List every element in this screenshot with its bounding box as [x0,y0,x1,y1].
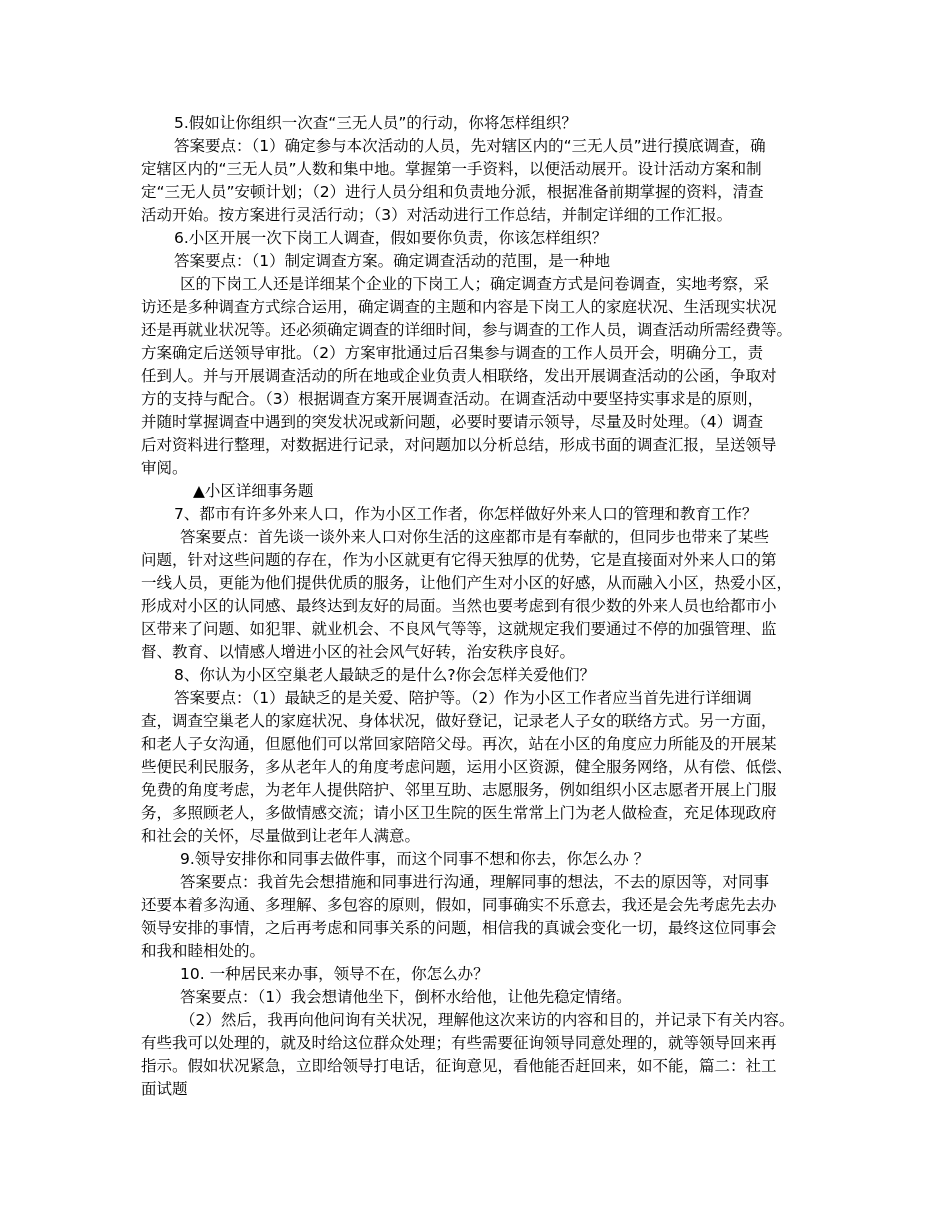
answer-7-line-5: 区带来了问题、如犯罪、就业机会、不良风气等等，这就规定我们要通过不停的加强管理、监 [141,620,777,638]
answer-7-line-6: 督、教育、以情感人增进小区的社会风气好转，治安秩序良好。 [141,643,576,661]
answer-8-line-6: 务，多照顾老人，多做情感交流；请小区卫生院的医生常常上门为老人做检查，充足体现政府 [141,804,777,822]
question-10: 10. 一种居民来办事，领导不在，你怎么办？ [180,965,489,983]
answer-6-line-2: 区的下岗工人还是详细某个企业的下岗工人；确定调查方式是问卷调查，实地考察，采 [180,275,770,293]
answer-8-line-4: 些便民利民服务，多从老年人的角度考虑问题，运用小区资源，健全服务网络，从有偿、低偿、 [141,758,793,776]
answer-8-line-2: 查，调查空巢老人的家庭状况、身体状况，做好登记，记录老人子女的联络方式。另一方面， [141,712,777,730]
question-9: 9.领导安排你和同事去做件事，而这个同事不想和你去，你怎么办 ？ [180,850,650,868]
answer-5-line-3: 定“三无人员”安顿计划；（2）进行人员分组和负责地分派，根据准备前期掌握的资料，清查 [141,183,764,201]
answer-8-line-7: 和社会的关怀，尽量做到让老年人满意。 [141,827,421,845]
question-6: 6.小区开展一次下岗工人调查，假如要你负责，你该怎样组织？ [174,229,608,247]
answer-7-line-4: 形成对小区的认同感、最终达到友好的局面。当然也要考虑到有很少数的外来人员也给都市小 [141,597,777,615]
answer-8-line-1: 答案要点：（1）最缺乏的是关爱、陪护等。（2）作为小区工作者应当首先进行详细调 [174,689,752,707]
answer-6-line-7: 方的支持与配合。（3）根据调查方案开展调查活动。在调查活动中要坚持实事求是的原则， [141,390,764,408]
answer-7-line-2: 问题，针对这些问题的存在，作为小区就更有它得天独厚的优势，它是直接面对外来人口的第 [141,551,777,569]
answer-10-line-2: （2）然后，我再向他问询有关状况，理解他这次来访的内容和目的，并记录下有关内容。 [180,1011,795,1029]
answer-5-line-2: 定辖区内的“三无人员”人数和集中地。掌握第一手资料，以便活动展开。设计活动方案和制 [141,160,762,178]
answer-6-line-1: 答案要点：（1）制定调查方案。确定调查活动的范围，是一种地 [174,252,611,270]
answer-10-line-4: 指示。假如状况紧急，立即给领导打电话，征询意见，看他能否赶回来，如不能，篇二：社工 [141,1057,777,1075]
question-8: 8、你认为小区空巢老人最缺乏的是什么?你会怎样关爱他们？ [174,666,596,684]
answer-5-line-1: 答案要点：（1）确定参与本次活动的人员，先对辖区内的“三无人员”进行摸底调查，确 [174,137,766,155]
question-5: 5.假如让你组织一次查“三无人员”的行动，你将怎样组织？ [174,114,577,132]
answer-9-line-2: 还要本着多沟通、多理解、多包容的原则，假如，同事确实不乐意去，我还是会先考虑先去办 [141,896,777,914]
answer-9-line-1: 答案要点：我首先会想措施和同事进行沟通，理解同事的想法，不去的原因等，对同事 [180,873,770,891]
answer-7-line-1: 答案要点：首先谈一谈外来人口对你生活的这座都市是有奉献的，但同步也带来了某些 [180,528,770,546]
section-heading: ▲小区详细事务题 [193,482,314,500]
question-7: 7、都市有许多外来人口，作为小区工作者，你怎样做好外来人口的管理和教育工作？ [174,505,758,523]
answer-10-line-5: 面试题 [141,1080,188,1098]
answer-7-line-3: 一线人员，更能为他们提供优质的服务，让他们产生对小区的好感，从而融入小区，热爱小区， [141,574,793,592]
answer-5-line-4: 活动开始。按方案进行灵活行动；（3）对活动进行工作总结，并制定详细的工作汇报。 [141,206,733,224]
answer-6-line-9: 后对资料进行整理，对数据进行记录，对问题加以分析总结，形成书面的调查汇报，呈送领导 [141,436,777,454]
answer-9-line-3: 领导安排的事情，之后再考虑和同事关系的问题，相信我的真诚会变化一切，最终这位同事会 [141,919,777,937]
answer-6-line-4: 还是再就业状况等。还必须确定调查的详细时间，参与调查的工作人员，调查活动所需经费等。 [141,321,793,339]
answer-6-line-8: 并随时掌握调查中遇到的突发状况或新问题，必要时要请示领导，尽量及时处理。（4）调查 [141,413,764,431]
answer-8-line-3: 和老人子女沟通，但愿他们可以常回家陪陪父母。再次，站在小区的角度应力所能及的开展某 [141,735,777,753]
answer-10-line-1: 答案要点：（1）我会想请他坐下，倒杯水给他，让他先稳定情绪。 [180,988,632,1006]
answer-6-line-5: 方案确定后送领导审批。（2）方案审批通过后召集参与调查的工作人员开会，明确分工，责 [141,344,764,362]
answer-10-line-3: 有些我可以处理的，就及时给这位群众处理；有些需要征询领导同意处理的，就等领导回来再 [141,1034,777,1052]
answer-6-line-10: 审阅。 [141,459,188,477]
answer-9-line-4: 和我和睦相处的。 [141,942,266,960]
answer-6-line-6: 任到人。并与开展调查活动的所在地或企业负责人相联络，发出开展调查活动的公函，争取对 [141,367,777,385]
answer-8-line-5: 免费的角度考虑，为老年人提供陪护、邻里互助、志愿服务，例如组织小区志愿者开展上门服 [141,781,777,799]
answer-6-line-3: 访还是多种调查方式综合运用，确定调查的主题和内容是下岗工人的家庭状况、生活现实状况 [141,298,777,316]
